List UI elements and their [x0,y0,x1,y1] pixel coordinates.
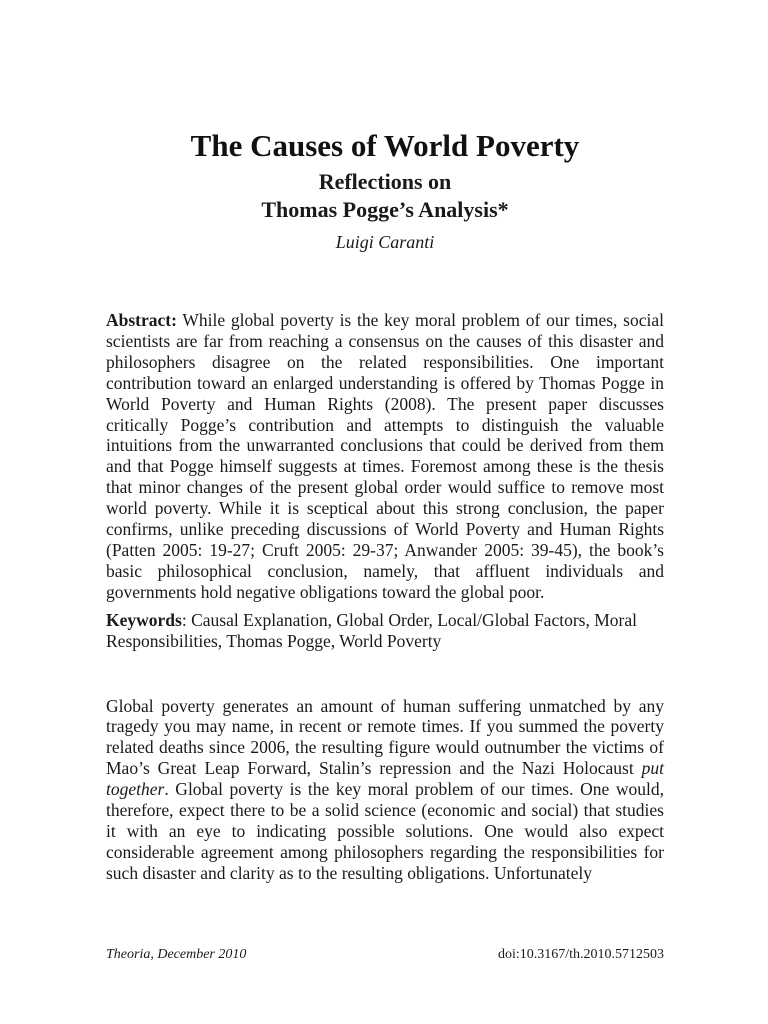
subtitle-line-1: Reflections on [318,169,452,194]
body-text-part-1: Global poverty generates an amount of human suffering unmatched by any tragedy you may name, in recent or remote times. If you summed the poverty related deaths since 2006, the resulting figure would outnumber the victims of Mao’s Great Leap Forward, Stalin’s repression and the Nazi Holocaust [106,695,664,779]
body-text-part-2: . Global poverty is the key moral problem of our times. One would, therefore, expect there to be a solid science (economic and social) that studies it with an eye to indicating possible solutions. One would also expect considerable agreement among philosophers regarding the responsibilities for such disaster and clarity as to the resulting obligations. Unfortunately [106,779,664,883]
body-emphasis: put together [106,758,664,800]
paper-page [106,128,664,884]
keywords-text: : Causal Explanation, Global Order, Local/Global Factors, Moral Responsibilities, Thomas Pogge, World Poverty [106,609,637,651]
paper-title: The Causes of World Poverty [190,128,580,163]
subtitle-line-2: Thomas Pogge’s Analysis* [261,197,509,222]
body-paragraph [106,696,664,884]
author-name: Luigi Caranti [335,232,435,252]
doi-identifier: doi:10.3167/th.2010.5712503 [497,947,664,962]
abstract-section [106,310,664,603]
keywords-section [106,610,664,652]
paper-subtitle [106,168,664,224]
journal-citation: Theoria, December 2010 [106,947,247,962]
abstract-label: Abstract: [106,310,177,330]
abstract-text: While global poverty is the key moral problem of our times, social scientists are far from reaching a consensus on the causes of this disaster and philosophers disagree on the related responsibilities. One important contribution toward an enlarged understanding is offered by Thomas Pogge in World Poverty and Human Rights (2008). The present paper discusses critically Pogge’s contribution and attempts to distinguish the valuable intuitions from the unwarranted conclusions that could be derived from them and that Pogge himself suggests at times. Foremost among these is the thesis that minor changes of the present global order would suffice to remove most world poverty. While it is sceptical about this strong conclusion, the paper confirms, unlike preceding discussions of World Poverty and Human Rights (Patten 2005: 19-27; Cruft 2005: 29-37; Anwander 2005: 39-45), the book’s basic philosophical conclusion, namely, that affluent individuals and governments hold negative obligations toward the global poor. [106,310,664,602]
page-footer [106,946,664,964]
keywords-label: Keywords [106,609,182,630]
